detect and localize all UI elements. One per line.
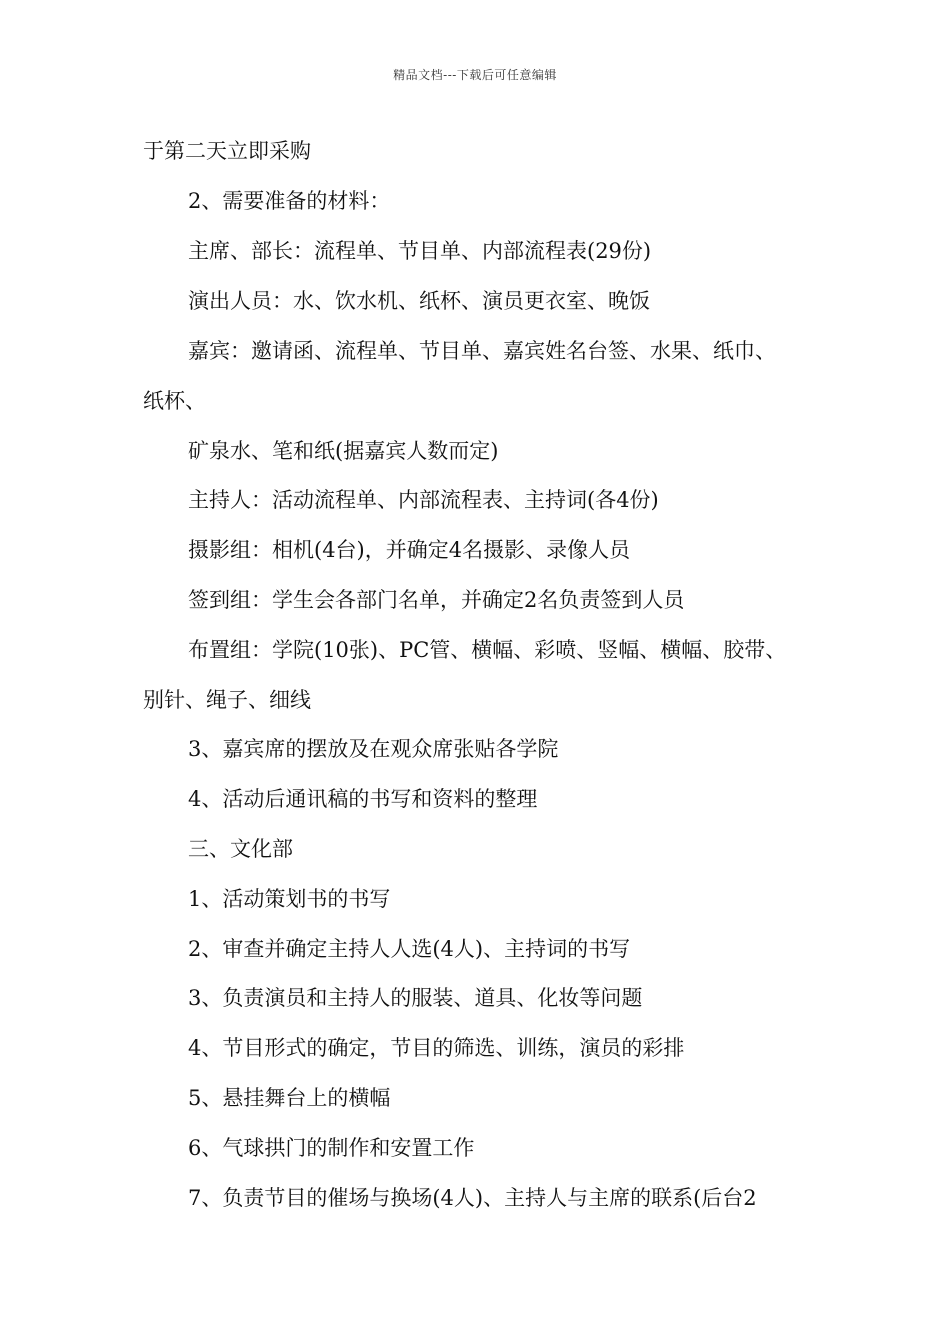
text-line: 摄影组：相机(4台)，并确定4名摄影、录像人员 (188, 538, 631, 562)
text-line: 主席、部长：流程单、节目单、内部流程表(29份) (188, 239, 652, 263)
text-line: 2、需要准备的材料： (188, 189, 391, 213)
page-header: 精品文档---下载后可任意编辑 (393, 68, 557, 82)
text-line: 4、活动后通讯稿的书写和资料的整理 (188, 787, 538, 811)
text-line: 签到组：学生会各部门名单，并确定2名负责签到人员 (188, 588, 685, 612)
text-line: 6、气球拱门的制作和安置工作 (188, 1136, 475, 1160)
text-line: 2、审查并确定主持人人选(4人)、主持词的书写 (188, 937, 631, 961)
text-line: 演出人员：水、饮水机、纸杯、演员更衣室、晚饭 (188, 289, 650, 313)
text-line: 1、活动策划书的书写 (188, 887, 391, 911)
text-line: 布置组：学院(10张)、PC管、横幅、彩喷、竖幅、横幅、胶带、 (188, 638, 787, 662)
text-line: 嘉宾：邀请函、流程单、节目单、嘉宾姓名台签、水果、纸巾、 (188, 339, 776, 363)
text-line: 矿泉水、笔和纸(据嘉宾人数而定) (188, 439, 499, 463)
text-line: 主持人：活动流程单、内部流程表、主持词(各4份) (188, 488, 659, 512)
text-line: 别针、绳子、细线 (143, 688, 311, 712)
text-line: 3、嘉宾席的摆放及在观众席张贴各学院 (188, 737, 559, 761)
text-line: 5、悬挂舞台上的横幅 (188, 1086, 391, 1110)
text-line: 纸杯、 (143, 389, 206, 413)
text-line: 三、文化部 (188, 837, 293, 861)
text-line: 7、负责节目的催场与换场(4人)、主持人与主席的联系(后台2 (188, 1186, 757, 1210)
text-line: 3、负责演员和主持人的服装、道具、化妆等问题 (188, 986, 643, 1010)
text-line: 4、节目形式的确定，节目的筛选、训练，演员的彩排 (188, 1036, 685, 1060)
text-line: 于第二天立即采购 (143, 139, 311, 163)
